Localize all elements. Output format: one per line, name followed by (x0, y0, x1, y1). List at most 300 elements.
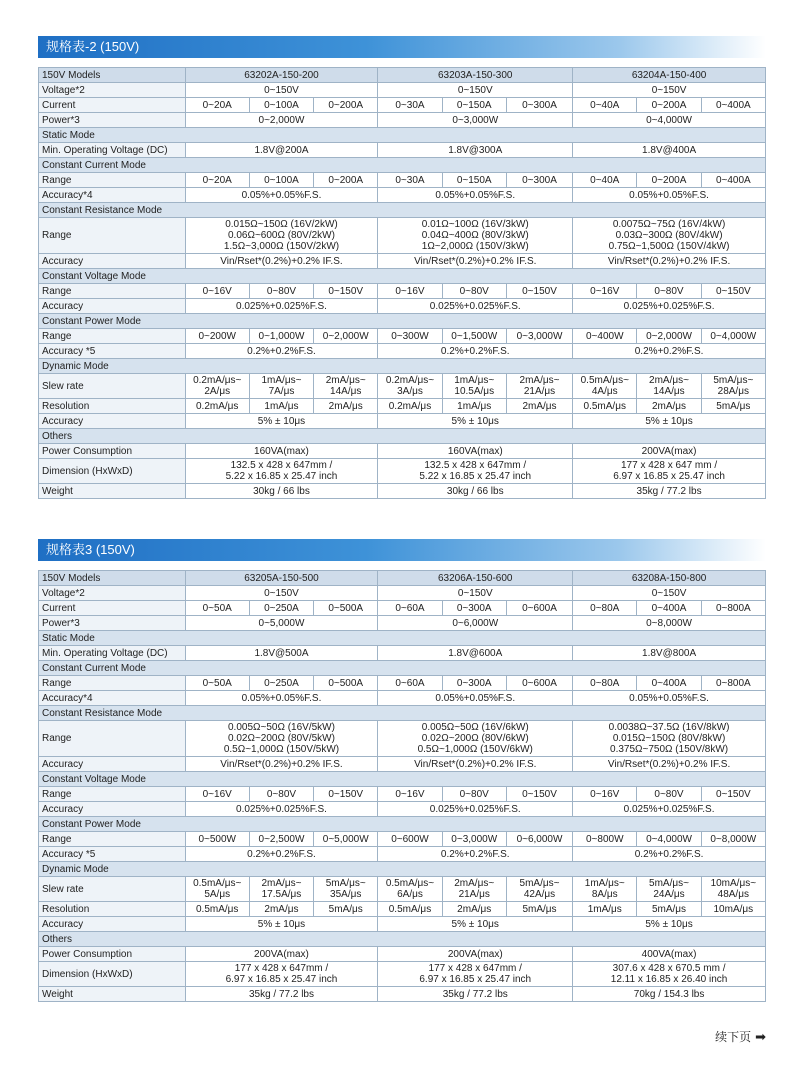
table-cell: 0.5mA/μs (378, 902, 442, 917)
section-header: Constant Voltage Mode (39, 772, 766, 787)
cell-line: 14A/μs (653, 386, 685, 397)
row-label: Range (39, 284, 186, 299)
cell-line: 0.03Ω~300Ω (80V/4kW) (615, 230, 723, 241)
table-cell: 2mA/μs (442, 902, 506, 917)
table-cell: Vin/Rset*(0.2%)+0.2% IF.S. (378, 757, 573, 772)
table-cell (378, 721, 573, 757)
row-label: Accuracy (39, 802, 186, 817)
table-cell: 200VA(max) (573, 444, 766, 459)
table-row (39, 847, 766, 862)
table-row (39, 329, 766, 344)
table-row (39, 772, 766, 787)
cell-line: 4A/μs (591, 386, 618, 397)
table-cell: 0~40A (573, 173, 637, 188)
table-cell: 1.8V@600A (378, 646, 573, 661)
section-title: 规格表-2 (150V) (38, 36, 766, 58)
cell-line: 5mA/μs~ (649, 878, 689, 889)
cell-line: 0.0038Ω~37.5Ω (16V/8kW) (608, 722, 730, 733)
table-cell: 1.8V@300A (378, 143, 573, 158)
table-cell: 0.05%+0.05%F.S. (378, 188, 573, 203)
table-row (39, 203, 766, 218)
table-row (39, 616, 766, 631)
table-cell (314, 374, 378, 399)
row-label: 150V Models (39, 68, 186, 83)
table-cell: 200VA(max) (185, 947, 378, 962)
cell-line: 0.0075Ω~75Ω (16V/4kW) (612, 219, 726, 230)
table-cell: Vin/Rset*(0.2%)+0.2% IF.S. (573, 254, 766, 269)
table-cell (573, 877, 637, 902)
cell-line: 5mA/μs~ (325, 878, 366, 889)
table-cell: 1mA/μs (573, 902, 637, 917)
cell-line: 0.5mA/μs~ (580, 375, 629, 386)
table-cell: 2mA/μs (637, 399, 701, 414)
table-cell: 0~1,000W (249, 329, 313, 344)
cell-line: 0.02Ω~200Ω (80V/6kW) (421, 733, 529, 744)
table-cell: 0~80V (249, 787, 313, 802)
table-cell (701, 374, 765, 399)
table-cell (378, 962, 573, 987)
table-cell: 0.2%+0.2%F.S. (185, 847, 378, 862)
cell-line: 177 x 428 x 647mm / (234, 963, 329, 974)
table-cell: 0~80A (573, 601, 637, 616)
table-cell: 0~200W (185, 329, 249, 344)
table-cell (185, 721, 378, 757)
table-row (39, 459, 766, 484)
table-cell: 0~200A (314, 173, 378, 188)
row-label: Range (39, 721, 186, 757)
table-cell (378, 374, 442, 399)
table-cell: 0~3,000W (442, 832, 506, 847)
table-row (39, 374, 766, 399)
row-label: Accuracy*4 (39, 691, 186, 706)
row-label: Weight (39, 987, 186, 1002)
row-label: Current (39, 601, 186, 616)
table-row (39, 987, 766, 1002)
row-label: Power*3 (39, 616, 186, 631)
table-cell: 0.025%+0.025%F.S. (185, 802, 378, 817)
table-cell: 0~150V (314, 787, 378, 802)
table-cell (185, 374, 249, 399)
row-label: Power Consumption (39, 444, 186, 459)
table-row (39, 173, 766, 188)
table-cell: 0~200A (314, 98, 378, 113)
table-cell: 0~5,000W (185, 616, 378, 631)
table-cell: 0~16V (573, 284, 637, 299)
row-label: Power*3 (39, 113, 186, 128)
cell-line: 0.75Ω~1,500Ω (150V/4kW) (608, 241, 730, 252)
table-row (39, 646, 766, 661)
table-cell: 0~4,000W (637, 832, 701, 847)
cell-line: 21A/μs (523, 386, 556, 397)
cell-line: 0.2mA/μs~ (385, 375, 435, 386)
table-cell: 0.5mA/μs (185, 902, 249, 917)
table-cell: 0~400A (637, 676, 701, 691)
table-cell: 160VA(max) (378, 444, 573, 459)
cell-line: 1.5Ω~3,000Ω (150V/2kW) (223, 241, 340, 252)
table-row (39, 862, 766, 877)
table-cell: 0~30A (378, 173, 442, 188)
cell-line: 24A/μs (653, 889, 685, 900)
table-row (39, 188, 766, 203)
cell-line: 2mA/μs~ (325, 375, 366, 386)
model-header: 63208A-150-800 (573, 571, 766, 586)
table-cell: 0.025%+0.025%F.S. (378, 299, 573, 314)
table-cell: 2mA/μs (314, 399, 378, 414)
table-cell: 0.2%+0.2%F.S. (573, 344, 766, 359)
table-cell: 0~8,000W (701, 832, 765, 847)
model-header: 63206A-150-600 (378, 571, 573, 586)
table-cell: 0~300A (506, 98, 572, 113)
table-cell: 0~3,000W (378, 113, 573, 128)
table-row (39, 601, 766, 616)
table-row (39, 787, 766, 802)
model-header: 63205A-150-500 (185, 571, 378, 586)
table-cell: 0~500A (314, 676, 378, 691)
table-row (39, 932, 766, 947)
table-cell: 0~150A (442, 173, 506, 188)
table-row (39, 143, 766, 158)
table-row (39, 661, 766, 676)
table-row (39, 832, 766, 847)
table-row (39, 284, 766, 299)
table-cell (378, 459, 573, 484)
table-cell: 0~80V (637, 787, 701, 802)
table-cell: 0~400A (701, 173, 765, 188)
table-cell: 0~16V (573, 787, 637, 802)
cell-line: 8A/μs (591, 889, 618, 900)
row-label: Dimension (HxWxD) (39, 962, 186, 987)
table-row (39, 314, 766, 329)
row-label: Accuracy*4 (39, 188, 186, 203)
table-cell (442, 374, 506, 399)
row-label: Slew rate (39, 877, 186, 902)
table-cell: 0~500A (314, 601, 378, 616)
row-label: Voltage*2 (39, 586, 186, 601)
table-cell: 0~300A (506, 173, 572, 188)
cell-line: 17.5A/μs (261, 889, 302, 900)
table-cell: 400VA(max) (573, 947, 766, 962)
cell-line: 0.5mA/μs~ (385, 878, 435, 889)
row-label: Range (39, 329, 186, 344)
row-label: Power Consumption (39, 947, 186, 962)
spec-section-1 (38, 36, 766, 499)
row-label: Dimension (HxWxD) (39, 459, 186, 484)
row-label: Accuracy *5 (39, 344, 186, 359)
table-cell: 5mA/μs (701, 399, 765, 414)
table-cell: 0~16V (185, 284, 249, 299)
table-cell: 0.05%+0.05%F.S. (573, 188, 766, 203)
cell-line: 132.5 x 428 x 647mm / (230, 460, 333, 471)
table-row (39, 947, 766, 962)
table-cell: 0~30A (378, 98, 442, 113)
cell-line: 5.22 x 16.85 x 25.47 inch (419, 471, 532, 482)
table-cell (573, 721, 766, 757)
row-label: Weight (39, 484, 186, 499)
table-row (39, 631, 766, 646)
row-label: 150V Models (39, 571, 186, 586)
table-row (39, 484, 766, 499)
table-cell: 0~150V (506, 284, 572, 299)
cell-line: 0.5mA/μs~ (193, 878, 242, 889)
table-cell: 0~40A (573, 98, 637, 113)
table-cell: 5% ± 10μs (573, 414, 766, 429)
cell-line: 6A/μs (397, 889, 423, 900)
table-cell: 0~4,000W (573, 113, 766, 128)
table-cell (701, 877, 765, 902)
arrow-right-icon: ➡ (755, 1029, 766, 1044)
table-row (39, 68, 766, 83)
section-header: Constant Resistance Mode (39, 706, 766, 721)
cell-line: 2A/μs (204, 386, 231, 397)
table-cell: 0~600A (506, 676, 572, 691)
cell-line: 0.02Ω~200Ω (80V/5kW) (228, 733, 335, 744)
row-label: Range (39, 676, 186, 691)
cell-line: 12.11 x 16.85 x 26.40 inch (610, 974, 728, 985)
cell-line: 1Ω~2,000Ω (150V/3kW) (421, 241, 529, 252)
table-row (39, 721, 766, 757)
cell-line: 6.97 x 16.85 x 25.47 inch (419, 974, 532, 985)
table-row (39, 757, 766, 772)
cell-line: 5A/μs (204, 889, 231, 900)
table-cell: 0~16V (185, 787, 249, 802)
table-cell: 0~80V (249, 284, 313, 299)
cell-line: 132.5 x 428 x 647mm / (424, 460, 527, 471)
cell-line: 0.5Ω~1,000Ω (150V/5kW) (223, 744, 340, 755)
cell-line: 0.04Ω~400Ω (80V/3kW) (421, 230, 529, 241)
cell-line: 2mA/μs~ (261, 878, 302, 889)
table-cell: 2mA/μs (506, 399, 572, 414)
cell-line: 7A/μs (268, 386, 295, 397)
table-cell: 0~150V (701, 284, 765, 299)
table-cell: 0~300W (378, 329, 442, 344)
table-cell (249, 374, 313, 399)
cell-line: 0.2mA/μs~ (193, 375, 242, 386)
cell-line: 21A/μs (458, 889, 490, 900)
table-cell: 0.025%+0.025%F.S. (185, 299, 378, 314)
table-cell (506, 877, 572, 902)
table-cell: 0~150A (442, 98, 506, 113)
table-cell: 0~150V (378, 83, 573, 98)
table-cell: 0~600W (378, 832, 442, 847)
table-cell: 0.2%+0.2%F.S. (573, 847, 766, 862)
table-cell: 0~2,000W (314, 329, 378, 344)
table-cell: 0~400A (637, 601, 701, 616)
table-cell: Vin/Rset*(0.2%)+0.2% IF.S. (378, 254, 573, 269)
table-cell (185, 218, 378, 254)
cell-line: 2mA/μs~ (519, 375, 560, 386)
table-cell: 30kg / 66 lbs (185, 484, 378, 499)
table-cell: 35kg / 77.2 lbs (185, 987, 378, 1002)
table-row (39, 877, 766, 902)
table-row (39, 691, 766, 706)
table-cell: 0~300A (442, 601, 506, 616)
cell-line: 0.5Ω~1,000Ω (150V/6kW) (417, 744, 533, 755)
table-cell: 0~2,000W (185, 113, 378, 128)
table-cell: 0.05%+0.05%F.S. (378, 691, 573, 706)
table-cell: 0~150V (701, 787, 765, 802)
table-cell: 0~80A (573, 676, 637, 691)
cell-line: 0.015Ω~150Ω (80V/8kW) (612, 733, 726, 744)
table-cell: 0~2,500W (249, 832, 313, 847)
table-cell (573, 374, 637, 399)
table-cell: 0.025%+0.025%F.S. (573, 299, 766, 314)
cell-line: 3A/μs (397, 386, 423, 397)
table-row (39, 299, 766, 314)
table-cell: 1.8V@400A (573, 143, 766, 158)
section-header: Constant Power Mode (39, 817, 766, 832)
row-label: Accuracy *5 (39, 847, 186, 862)
table-row (39, 344, 766, 359)
table-cell (185, 962, 378, 987)
cell-line: 35A/μs (330, 889, 362, 900)
section-header: Others (39, 429, 766, 444)
table-cell: 0~50A (185, 676, 249, 691)
table-cell (573, 218, 766, 254)
row-label: Voltage*2 (39, 83, 186, 98)
table-row (39, 254, 766, 269)
table-row (39, 706, 766, 721)
table-cell (249, 877, 313, 902)
cell-line: 0.005Ω~50Ω (16V/6kW) (421, 722, 529, 733)
table-cell: 0~400W (573, 329, 637, 344)
table-cell (637, 374, 701, 399)
table-cell: 70kg / 154.3 lbs (573, 987, 766, 1002)
table-cell (378, 877, 442, 902)
table-cell: 0.2mA/μs (378, 399, 442, 414)
table-row (39, 128, 766, 143)
section-header: Static Mode (39, 128, 766, 143)
table-cell: 0.5mA/μs (573, 399, 637, 414)
table-row (39, 399, 766, 414)
table-cell: 5% ± 10μs (378, 917, 573, 932)
table-cell: 0~400A (701, 98, 765, 113)
row-label: Slew rate (39, 374, 186, 399)
row-label: Accuracy (39, 254, 186, 269)
cell-line: 5mA/μs~ (713, 375, 754, 386)
table-cell: 0~3,000W (506, 329, 572, 344)
cell-line: 0.005Ω~50Ω (16V/5kW) (228, 722, 335, 733)
table-cell: 0~1,500W (442, 329, 506, 344)
table-cell: 0~8,000W (573, 616, 766, 631)
table-cell: 5mA/μs (314, 902, 378, 917)
row-label: Resolution (39, 399, 186, 414)
section-header: Constant Current Mode (39, 661, 766, 676)
model-header: 63204A-150-400 (573, 68, 766, 83)
table-cell: 0~2,000W (637, 329, 701, 344)
row-label: Accuracy (39, 414, 186, 429)
row-label: Accuracy (39, 757, 186, 772)
table-cell (185, 459, 378, 484)
table-cell: 1.8V@500A (185, 646, 378, 661)
table-cell: Vin/Rset*(0.2%)+0.2% IF.S. (185, 254, 378, 269)
cell-line: 1mA/μs~ (261, 375, 302, 386)
cell-line: 2mA/μs~ (649, 375, 689, 386)
continue-label: 续下页 (715, 1030, 752, 1044)
table-row (39, 962, 766, 987)
cell-line: 48A/μs (717, 889, 749, 900)
table-cell: 5mA/μs (506, 902, 572, 917)
section-header: Constant Power Mode (39, 314, 766, 329)
table-cell: 0.05%+0.05%F.S. (185, 691, 378, 706)
table-cell: 0~150V (573, 83, 766, 98)
table-cell: 0~200A (637, 98, 701, 113)
section-title: 规格表3 (150V) (38, 539, 766, 561)
table-row (39, 414, 766, 429)
table-cell: 0~5,000W (314, 832, 378, 847)
row-label: Resolution (39, 902, 186, 917)
table-cell: 35kg / 77.2 lbs (378, 987, 573, 1002)
table-cell: 0~60A (378, 676, 442, 691)
cell-line: 10mA/μs~ (710, 878, 757, 889)
table-cell: 0.2%+0.2%F.S. (378, 847, 573, 862)
table-row (39, 83, 766, 98)
table-cell: 0~800W (573, 832, 637, 847)
table-cell: 1mA/μs (442, 399, 506, 414)
cell-line: 0.06Ω~600Ω (80V/2kW) (228, 230, 335, 241)
table-cell: 200VA(max) (378, 947, 573, 962)
table-cell: Vin/Rset*(0.2%)+0.2% IF.S. (185, 757, 378, 772)
cell-line: 0.01Ω~100Ω (16V/3kW) (421, 219, 529, 230)
cell-line: 307.6 x 428 x 670.5 mm / (612, 963, 726, 974)
table-row (39, 359, 766, 374)
table-cell: 0~16V (378, 787, 442, 802)
cell-line: 28A/μs (717, 386, 749, 397)
cell-line: 177 x 428 x 647mm / (428, 963, 522, 974)
row-label: Min. Operating Voltage (DC) (39, 646, 186, 661)
table-cell: 0~16V (378, 284, 442, 299)
model-header: 63202A-150-200 (185, 68, 378, 83)
table-cell: 0.05%+0.05%F.S. (573, 691, 766, 706)
section-header: Constant Current Mode (39, 158, 766, 173)
row-label: Accuracy (39, 917, 186, 932)
table-row (39, 98, 766, 113)
table-cell: 0~50A (185, 601, 249, 616)
cell-line: 5.22 x 16.85 x 25.47 inch (225, 471, 338, 482)
cell-line: 10.5A/μs (454, 386, 495, 397)
table-cell: 0~150V (506, 787, 572, 802)
table-cell: 0~100A (249, 98, 313, 113)
table-cell: 0~150V (314, 284, 378, 299)
table-cell: 30kg / 66 lbs (378, 484, 573, 499)
table-cell: 1mA/μs (249, 399, 313, 414)
table-cell: 0~300A (442, 676, 506, 691)
table-cell: 5mA/μs (637, 902, 701, 917)
table-row (39, 571, 766, 586)
table-cell: 0~80V (442, 787, 506, 802)
table-cell: 0~80V (442, 284, 506, 299)
table-cell: 0.025%+0.025%F.S. (573, 802, 766, 817)
cell-line: 6.97 x 16.85 x 25.47 inch (225, 974, 338, 985)
table-cell: 0~200A (637, 173, 701, 188)
spec-table (38, 67, 766, 499)
cell-line: 2mA/μs~ (454, 878, 495, 889)
section-header: Constant Voltage Mode (39, 269, 766, 284)
table-cell (506, 374, 572, 399)
table-row (39, 817, 766, 832)
table-cell: 0.05%+0.05%F.S. (185, 188, 378, 203)
section-header: Constant Resistance Mode (39, 203, 766, 218)
section-header: Others (39, 932, 766, 947)
table-cell: 0~80V (637, 284, 701, 299)
table-cell (573, 962, 766, 987)
cell-line: 14A/μs (330, 386, 362, 397)
row-label: Range (39, 832, 186, 847)
cell-line: 177 x 428 x 647 mm / (620, 460, 718, 471)
table-row (39, 158, 766, 173)
table-cell: 0.2%+0.2%F.S. (185, 344, 378, 359)
table-cell: 0~20A (185, 173, 249, 188)
table-cell (314, 877, 378, 902)
